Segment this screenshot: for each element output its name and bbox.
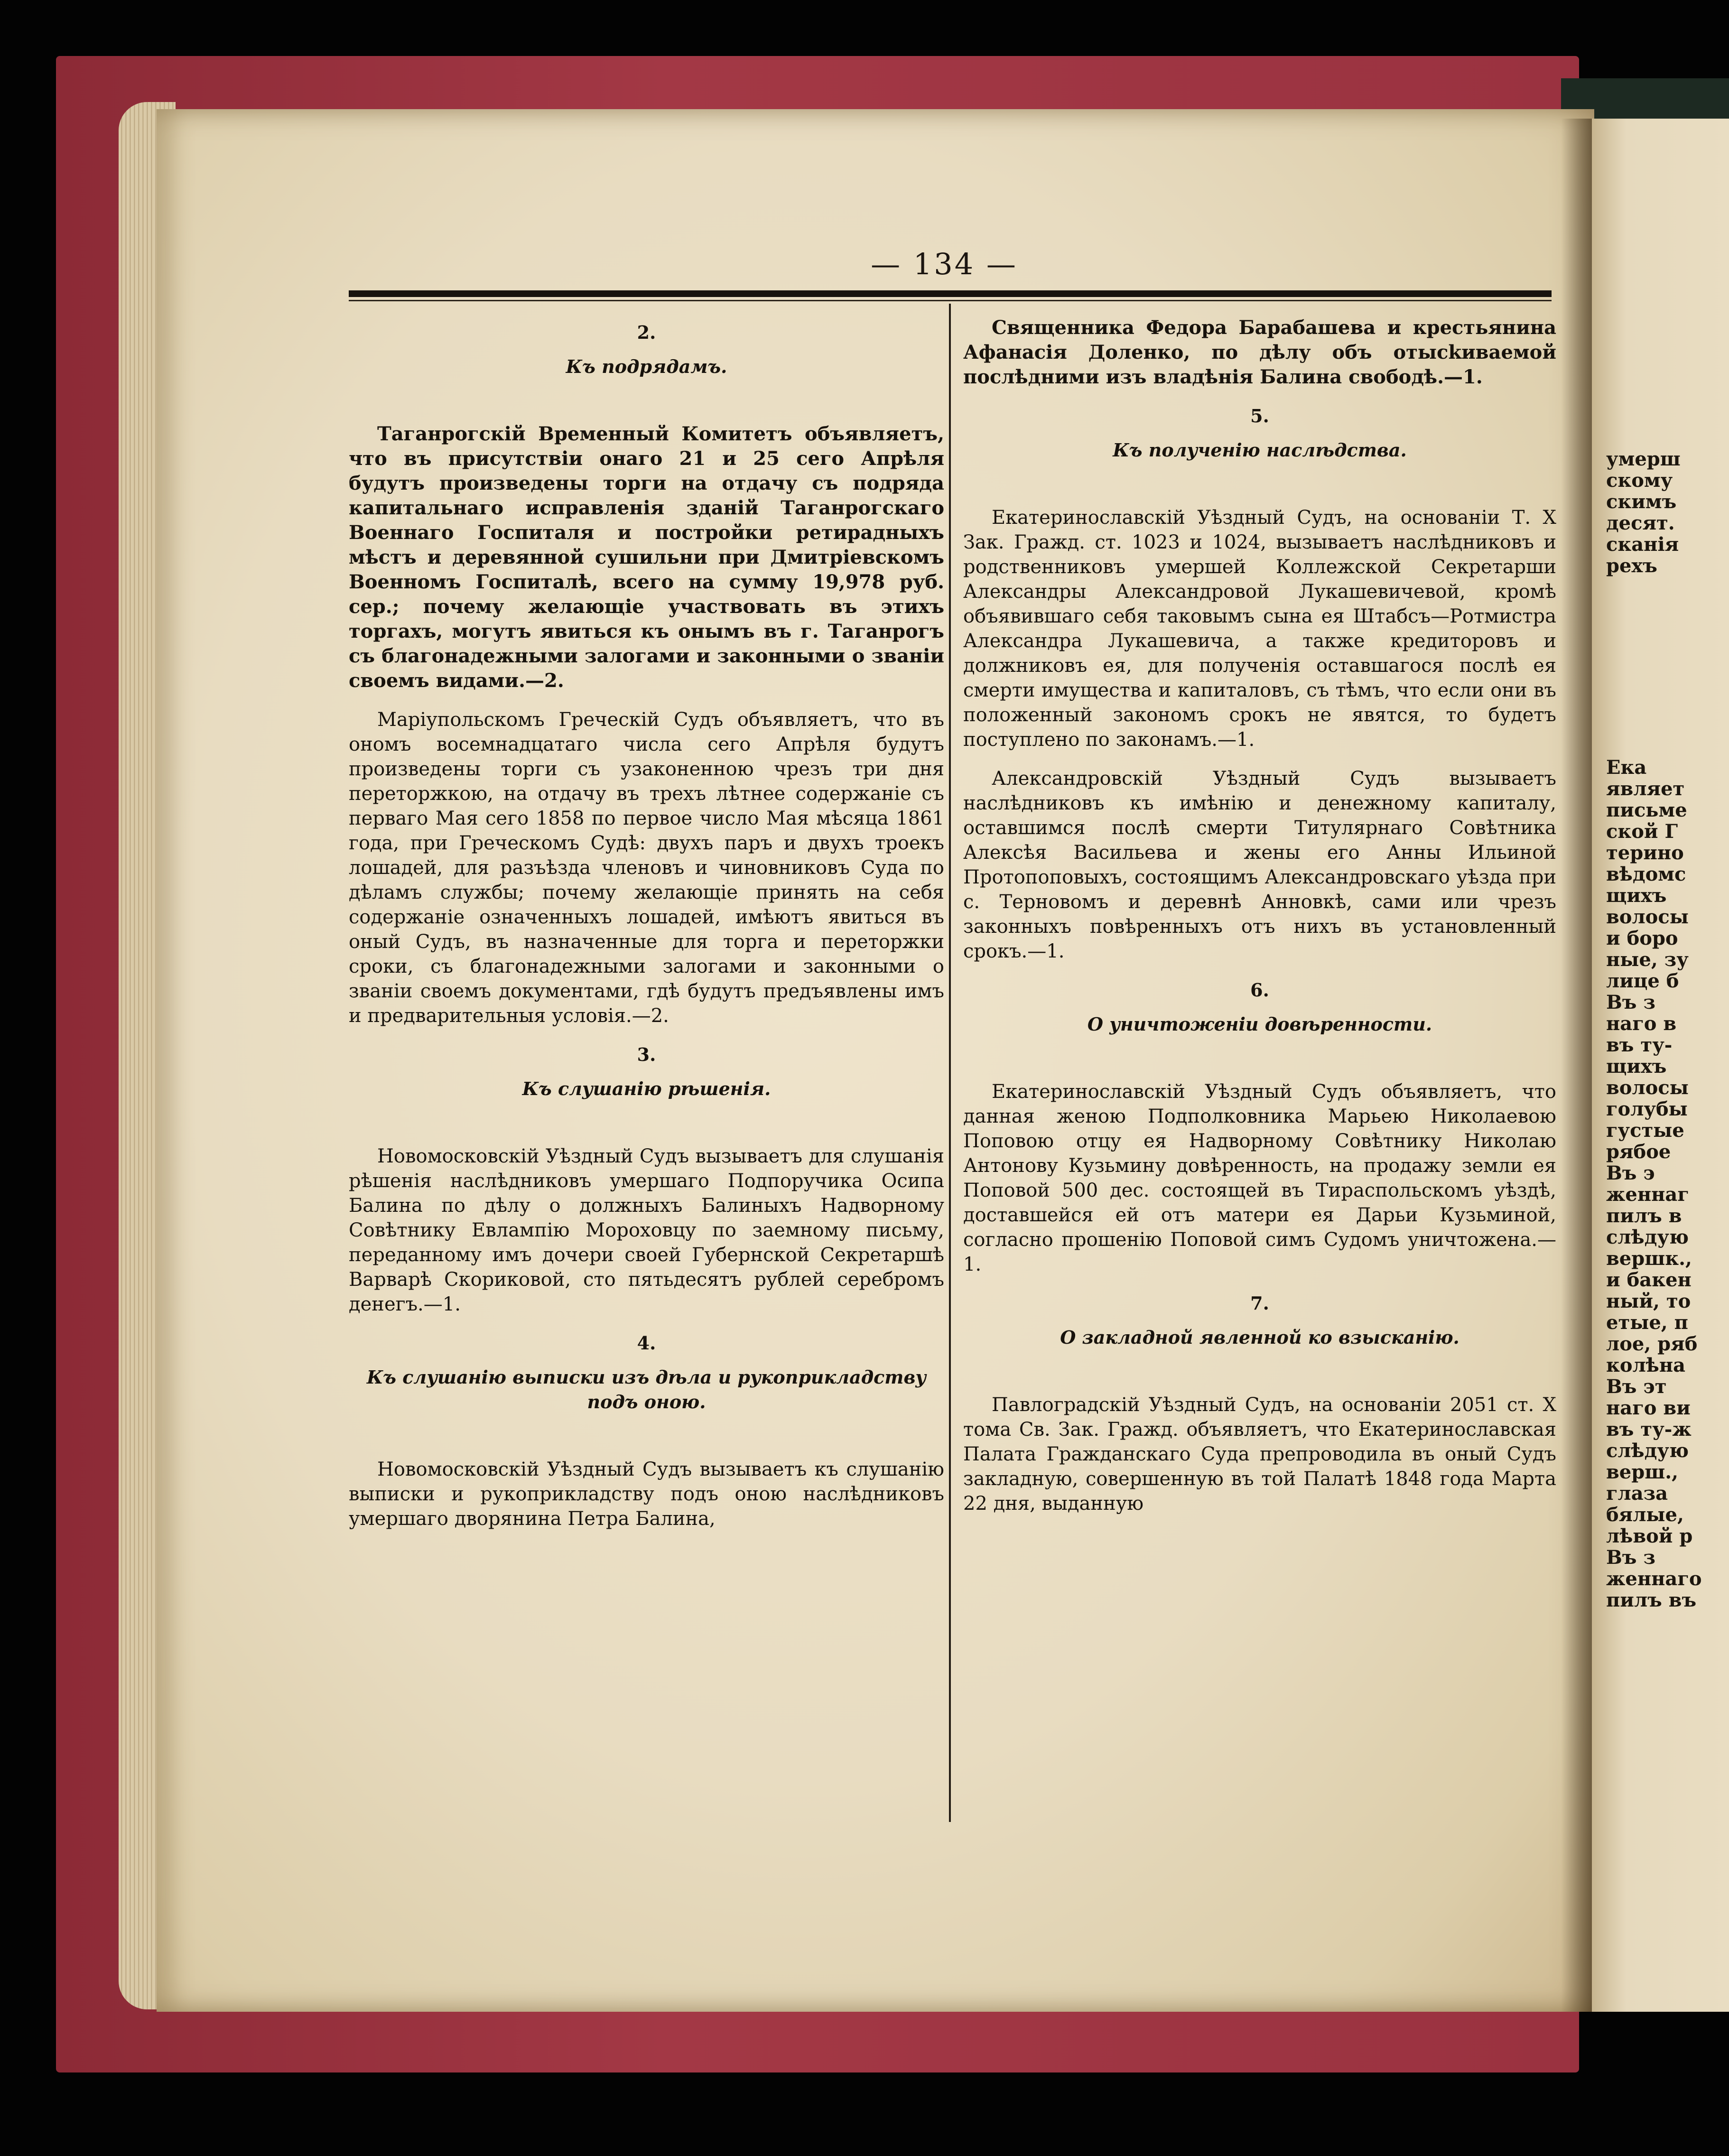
next-page-text: Въ э — [1606, 1162, 1655, 1184]
notice-paragraph: Екатеринославскій Уѣздный Судъ объявляетъ, что данная женою Подполковника Марьею Николаевою Поповою отцу ея Надворному Совѣтнику Николаю Антонову Кузьмину довѣренность, на продажу земли ея Поповой 500 дес. состоящей въ Тираспольскомъ уѣздѣ, доставшейся ей отъ матери ея Дарьи Кузьминой, согласно прошенію Поповой симъ Судомъ уничтожена.—1. — [963, 1081, 1556, 1275]
section-heading: Къ подрядамъ. — [566, 356, 727, 377]
section-heading: О уничтоженіи довѣренности. — [1087, 1013, 1432, 1035]
notice-paragraph: Таганрогскій Временный Комитетъ объявляетъ, что въ присутствіи онаго 21 и 25 сего Апрѣля будутъ произведены торги на отдачу съ подряда капитальнаго исправленія зданій Таганрогскаго Военнаго Госпиталя и постройки ретирадныхъ мѣстъ и деревянной сушильни при Дмитріевскомъ Военномъ Госпиталѣ, всего на сумму 19,978 руб. сер.; почему желающіе участвовать въ этихъ торгахъ, могутъ явиться къ онымъ въ г. Таганрогъ съ благонадежными залогами и законными о званіи своемъ видами.—2. — [349, 423, 944, 692]
next-page-text: письме — [1606, 799, 1687, 821]
next-page-text: вѣдомс — [1606, 863, 1686, 885]
next-page-text: Ека — [1606, 756, 1647, 779]
next-page-text: Въ з — [1606, 991, 1655, 1013]
left-column — [349, 316, 944, 1545]
notice-paragraph: Александровскій Уѣздный Судъ вызываетъ наслѣдниковъ къ имѣнію и денежному капиталу, оставшимся послѣ смерти Титулярнаго Совѣтника Алексѣя Васильева и жены его Анны Ильиной Протопоповыхъ, состоящимъ Александровскаго уѣзда при с. Терновомъ и деревнѣ Анновкѣ, сами или чрезъ законныхъ повѣренныхъ отъ нихъ въ установленный срокъ.—1. — [963, 768, 1556, 962]
section-number: 5. — [1250, 405, 1269, 427]
next-page-text: въ ту-ж — [1606, 1418, 1692, 1440]
next-page-fragment — [1592, 119, 1729, 2012]
section-number: 4. — [637, 1332, 656, 1354]
next-page-text: женнаго — [1606, 1568, 1702, 1590]
notice-paragraph: Павлоградскій Уѣздный Судъ, на основаніи 2051 ст. X тома Св. Зак. Гражд. объявляетъ, что Екатеринославская Палата Гражданскаго Суда препроводила въ оный Судъ закладную, совершенную въ той Палатѣ 1848 года Марта 22 дня, выданную — [963, 1394, 1556, 1515]
next-page-text: терино — [1606, 842, 1684, 864]
next-page-text: голубы — [1606, 1098, 1688, 1120]
notice-paragraph: Маріупольскомъ Греческій Судъ объявляетъ, что въ ономъ восемнадцатаго числа сего Апрѣля будутъ произведены торги съ узаконенною чрезъ три дня переторжкою, на отдачу въ трехъ лѣтнее содержаніе съ перваго Мая сего 1858 по первое число Мая мѣсяца 1861 года, при Греческомъ Судѣ: двухъ паръ и двухъ троекъ лошадей, для разъѣзда членовъ и чиновниковъ Суда по дѣламъ службы; почему желающіе принять на себя содержаніе означенныхъ лошадей, имѣютъ явиться въ оный Судъ, въ назначенные для торга и переторжки сроки, съ благонадежными залогами и законными о званіи своемъ документами, гдѣ будутъ предъявлены имъ и предварительныя условія.—2. — [349, 709, 944, 1027]
right-column — [963, 316, 1556, 1530]
next-page-text: скому — [1606, 469, 1673, 492]
next-page-text: волосы — [1606, 906, 1689, 928]
section-heading: Къ полученію наслѣдства. — [1113, 439, 1407, 461]
next-page-text: наго в — [1606, 1013, 1677, 1035]
next-page-text: являет — [1606, 778, 1685, 800]
next-page-text: Въ з — [1606, 1546, 1655, 1569]
next-page-text: волосы — [1606, 1077, 1689, 1099]
next-page-text: глаза — [1606, 1482, 1668, 1505]
header-rule — [349, 290, 1552, 297]
next-page-text: Въ эт — [1606, 1375, 1667, 1398]
next-page-text: бялые, — [1606, 1504, 1684, 1526]
notice-paragraph: Новомосковскій Уѣздный Судъ вызываетъ къ слушанію выписки и рукоприкладству подъ оною наслѣдниковъ умершаго дворянина Петра Балина, — [349, 1459, 944, 1530]
next-page-text: сканія — [1606, 533, 1679, 556]
next-page-text: слѣдую — [1606, 1440, 1689, 1462]
next-page-text: етые, п — [1606, 1311, 1688, 1334]
book-gutter — [1561, 119, 1594, 2012]
next-page-text: пилъ в — [1606, 1205, 1682, 1227]
page-number: — 134 — — [871, 247, 1018, 281]
next-page-text: густые — [1606, 1119, 1684, 1142]
section-number: 7. — [1250, 1292, 1269, 1314]
next-page-text: лѣвой р — [1606, 1525, 1693, 1547]
next-page-text: слѣдую — [1606, 1226, 1689, 1248]
section-heading: Къ слушанію выписки изъ дѣла и рукоприкладству подъ оною. — [366, 1366, 927, 1413]
next-page-text: наго ви — [1606, 1397, 1691, 1419]
notice-paragraph: Новомосковскій Уѣздный Судъ вызываетъ для слушанія рѣшенія наслѣдниковъ умершаго Подпоручика Осипа Балина по дѣлу о должныхъ Балиныхъ Надворному Совѣтнику Евлампію Мороховцу по заемному письму, переданному имъ дочери своей Губернской Секретаршѣ Варварѣ Скориковой, сто пятьдесятъ рублей серебромъ денегъ.—1. — [349, 1145, 944, 1315]
section-number: 3. — [637, 1044, 656, 1065]
section-heading: Къ слушанію рѣшенія. — [522, 1078, 771, 1099]
next-page-text: лице б — [1606, 970, 1679, 992]
next-page-text: пилъ въ — [1606, 1589, 1697, 1611]
next-page-text: верш., — [1606, 1461, 1679, 1483]
next-page-text: рябое — [1606, 1141, 1671, 1163]
next-page-text: скимъ — [1606, 491, 1677, 513]
next-page-text: ской Г — [1606, 820, 1678, 843]
section-number: 2. — [637, 322, 656, 343]
next-page-text: рехъ — [1606, 555, 1657, 577]
next-page-text: умерш — [1606, 448, 1681, 470]
next-page-text: щихъ — [1606, 1055, 1667, 1078]
next-page-text: ный, то — [1606, 1290, 1691, 1312]
next-page-text: десят. — [1606, 512, 1675, 534]
notice-paragraph: Священника Федора Барабашева и крестьянина Афанасія Доленко, по дѣлу объ отысkиваемой послѣдними изъ владѣнія Балина свободѣ.—1. — [963, 316, 1556, 388]
next-page-text: лое, ряб — [1606, 1333, 1698, 1355]
next-page-text: вершк., — [1606, 1247, 1692, 1270]
next-page-text: ные, зу — [1606, 948, 1689, 971]
notice-paragraph: Екатеринославскій Уѣздный Судъ, на основаніи Т. X Зак. Гражд. ст. 1023 и 1024, вызываетъ наслѣдниковъ и родственниковъ умершей Коллежской Секретарши Александры Александровой Лукашевичевой, кромѣ объявившаго себя таковымъ сына ея Штабсъ—Ротмистра Александра Лукашевича, а также кредиторовъ и должниковъ ея, для полученія оставшагося послѣ ея смерти имущества и капиталовъ, съ тѣмъ, что если они въ положенный закономъ срокъ не явятся, то будетъ поступлено по законамъ.—1. — [963, 507, 1556, 751]
next-page-text: колѣна — [1606, 1354, 1686, 1376]
section-number: 6. — [1250, 979, 1269, 1001]
next-page-text: и бакен — [1606, 1269, 1692, 1291]
next-page-text: въ ту- — [1606, 1034, 1673, 1056]
next-page-text: и боро — [1606, 927, 1678, 949]
next-page-text: щихъ — [1606, 884, 1667, 907]
section-heading: О закладной явленной ко взысканію. — [1060, 1327, 1459, 1348]
next-page-text: женнаг — [1606, 1183, 1689, 1206]
header-rule-thin — [349, 300, 1552, 301]
column-divider — [949, 304, 951, 1822]
